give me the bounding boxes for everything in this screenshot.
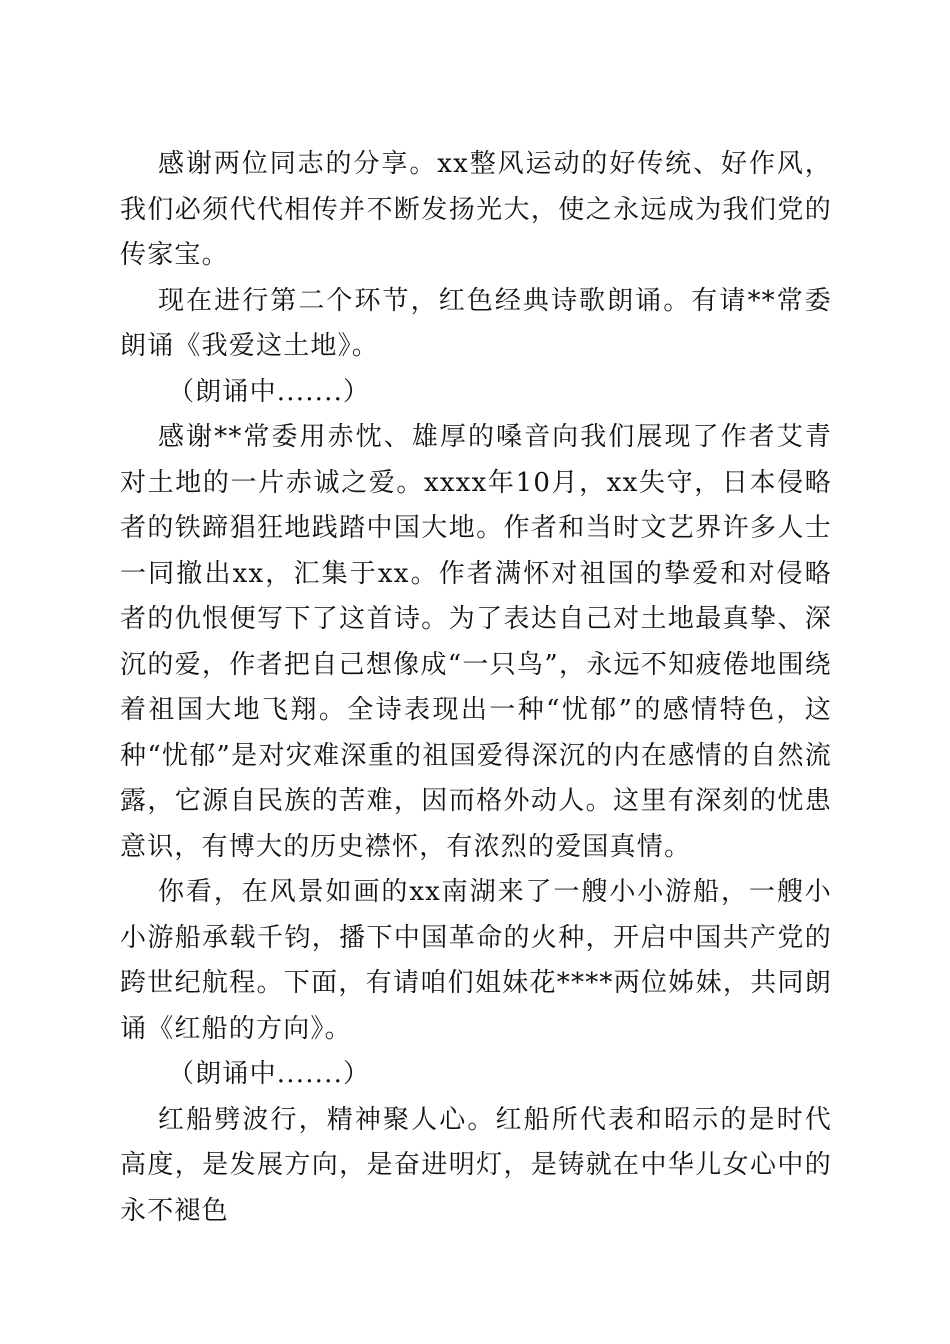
document-body [120, 142, 832, 1234]
paragraph-poem-commentary: 感谢**常委用赤忱、雄厚的嗓音向我们展现了作者艾青对土地的一片赤诚之爱。xxxx年10月，xx失守，日本侵略者的铁蹄猖狂地践踏中国大地。作者和当时文艺界许多人士一同撤出xx，汇集于xx。作者满怀对祖国的挚爱和对侵略者的仇恨便写下了这首诗。为了表达自己对土地最真挚、深沉的爱，作者把自己想像成“一只鸟”，永远不知疲倦地围绕着祖国大地飞翔。全诗表现出一种“忧郁”的感情特色，这种“忧郁”是对灾难深重的祖国爱得深沉的内在感情的自然流露，它源自民族的苦难，因而格外动人。这里有深刻的忧患意识，有博大的历史襟怀，有浓烈的爱国真情。 [120, 422, 832, 862]
paragraph-red-boat-intro: 你看，在风景如画的xx南湖来了一艘小小游船，一艘小小游船承载千钧，播下中国革命的火种，开启中国共产党的跨世纪航程。下面，有请咱们姐妹花****两位姊妹，共同朗诵《红船的方向》。 [120, 877, 832, 1044]
paragraph-reading-note: （朗诵中.......） [168, 376, 371, 407]
paragraph-red-boat-spirit: 红船劈波行，精神聚人心。红船所代表和昭示的是时代高度，是发展方向，是奋进明灯，是铸就在中华儿女心中的永不褪色 [120, 1104, 832, 1226]
paragraph-second-segment: 现在进行第二个环节，红色经典诗歌朗诵。有请**常委朗诵《我爱这土地》。 [120, 285, 832, 361]
paragraph-reading-note: （朗诵中.......） [168, 1059, 371, 1089]
paragraph-thanks-sharing: 感谢两位同志的分享。xx整风运动的好传统、好作风，我们必须代代相传并不断发扬光大，使之永远成为我们党的传家宝。 [120, 149, 832, 270]
